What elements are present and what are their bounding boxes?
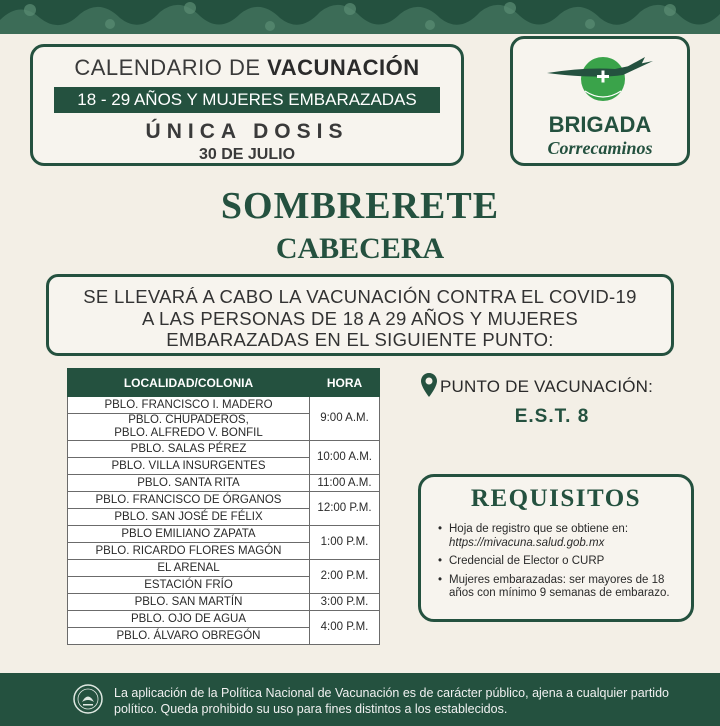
localidad-cell: PBLO. RICARDO FLORES MAGÓN xyxy=(68,543,310,560)
localidad-cell: PBLO. SALAS PÉREZ xyxy=(68,441,310,458)
vaccination-point-label: PUNTO DE VACUNACIÓN: xyxy=(440,377,654,396)
announcement-line: A LAS PERSONAS DE 18 A 29 AÑOS Y MUJERES xyxy=(142,307,578,329)
localidad-cell: PBLO. CHUPADEROS, PBLO. ALFREDO V. BONFIL xyxy=(68,414,310,441)
national-seal-icon xyxy=(72,683,104,720)
schedule-table xyxy=(67,368,380,645)
location-pin-icon xyxy=(420,372,438,403)
table-row xyxy=(68,397,380,414)
requirements-title: REQUISITOS xyxy=(470,485,642,512)
column-header-hora: HORA xyxy=(310,369,380,397)
roadrunner-logo-icon xyxy=(513,45,687,110)
hora-cell: 12:00 P.M. xyxy=(310,492,380,526)
announcement-line: SE LLEVARÁ A CABO LA VACUNACIÓN CONTRA EL COVID-19 xyxy=(83,286,637,307)
hora-cell: 1:00 P.M. xyxy=(310,526,380,560)
area-title: CABECERA xyxy=(275,232,445,265)
localidad-cell: EL ARENAL xyxy=(68,560,310,577)
bullet-icon: • xyxy=(438,555,443,567)
hora-cell: 9:00 A.M. xyxy=(310,397,380,441)
brigada-logo-box xyxy=(510,36,690,166)
table-header-row xyxy=(68,369,380,397)
announcement-box xyxy=(46,274,674,356)
requirements-list xyxy=(438,523,681,601)
localidad-cell: PBLO EMILIANO ZAPATA xyxy=(68,526,310,543)
footer-disclaimer: La aplicación de la Política Nacional de Vacunación es de carácter público, ajena a cualquier partido político. Queda prohibido su uso para fines distintos a los establecidos. xyxy=(114,686,669,716)
vaccination-point-name: E.S.T. 8 xyxy=(514,406,590,427)
table-row xyxy=(68,526,380,543)
announcement-line: EMBARAZADAS EN EL SIGUIENTE PUNTO: xyxy=(166,329,554,350)
bullet-icon: • xyxy=(438,523,443,535)
table-row xyxy=(68,560,380,577)
hora-cell: 4:00 P.M. xyxy=(310,611,380,645)
localidad-cell: ESTACIÓN FRÍO xyxy=(68,577,310,594)
hora-cell: 11:00 A.M. xyxy=(310,475,380,492)
brigada-subtitle: Correcaminos xyxy=(547,138,653,158)
hora-cell: 2:00 P.M. xyxy=(310,560,380,594)
localidad-cell: PBLO. OJO DE AGUA xyxy=(68,611,310,628)
localidad-cell: PBLO. ÁLVARO OBREGÓN xyxy=(68,628,310,645)
hora-cell: 10:00 A.M. xyxy=(310,441,380,475)
localidad-cell: PBLO. SAN MARTÍN xyxy=(68,594,310,611)
calendar-title: CALENDARIO DE VACUNACIÓN xyxy=(74,55,420,80)
schedule-body xyxy=(68,397,380,645)
requirement-item: • Hoja de registro que se obtiene en: https://mivacuna.salud.gob.mx xyxy=(438,523,629,549)
calendar-header-box xyxy=(30,44,464,166)
requirements-box xyxy=(418,474,694,622)
vaccination-point-row xyxy=(420,372,653,402)
age-group-banner: 18 - 29 AÑOS Y MUJERES EMBARAZADAS xyxy=(54,87,440,113)
localidad-cell: PBLO. VILLA INSURGENTES xyxy=(68,458,310,475)
localidad-cell: PBLO. SAN JOSÉ DE FÉLIX xyxy=(68,509,310,526)
bullet-icon: • xyxy=(438,573,443,586)
requirement-item: • Mujeres embarazadas: ser mayores de 18 años con mínimo 9 semanas de embarazo. xyxy=(438,573,670,599)
brigada-title: BRIGADA xyxy=(548,112,652,137)
city-title: SOMBRERETE xyxy=(220,185,500,227)
table-row xyxy=(68,594,380,611)
dose-label: ÚNICA DOSIS xyxy=(145,120,349,143)
hora-cell: 3:00 P.M. xyxy=(310,594,380,611)
table-row xyxy=(68,441,380,458)
table-row xyxy=(68,492,380,509)
footer-band xyxy=(0,673,720,726)
table-row xyxy=(68,611,380,628)
localidad-cell: PBLO. FRANCISCO I. MADERO xyxy=(68,397,310,414)
date-label: 30 DE JULIO xyxy=(198,146,296,163)
requirement-item: • Credencial de Elector o CURP xyxy=(438,555,605,567)
registration-url: https://mivacuna.salud.gob.mx xyxy=(449,536,605,549)
top-decorative-band xyxy=(0,0,720,34)
table-row xyxy=(68,475,380,492)
localidad-cell: PBLO. FRANCISCO DE ÓRGANOS xyxy=(68,492,310,509)
localidad-cell: PBLO. SANTA RITA xyxy=(68,475,310,492)
column-header-localidad: LOCALIDAD/COLONIA xyxy=(68,369,310,397)
